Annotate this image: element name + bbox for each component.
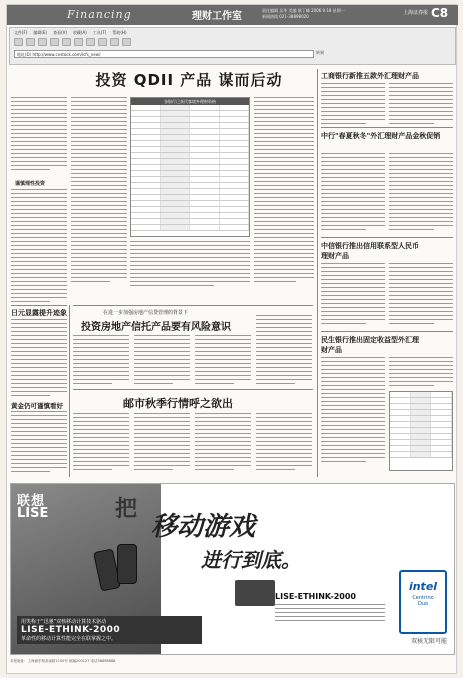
main-headline: 投资 QDII 产品 谋而后动 [95, 71, 283, 89]
ad-product-info [275, 592, 385, 621]
minsheng-product-table [389, 391, 453, 471]
intel-product: Centrino [412, 595, 434, 601]
kicker-real-estate: 在进一步加强房地产信贷管理的背景下 [103, 310, 189, 316]
ad-slogan-to-the-end: 进行到底。 [201, 548, 301, 572]
phone-icon [117, 544, 137, 584]
masthead [7, 5, 458, 25]
menu-favorites[interactable]: 收藏(A) [72, 30, 87, 35]
ad-series: LISE [17, 506, 49, 521]
menu-file[interactable]: 文件(F) [14, 30, 28, 35]
real-estate-col-4 [256, 315, 312, 387]
ad-cta-line2: 革命性的移动计算性能完全在联掌握之中。 [21, 636, 117, 642]
ad-slogan-mobile-gaming: 移动游戏 [151, 512, 256, 542]
address-bar[interactable] [14, 50, 314, 58]
article-column-3 [130, 241, 250, 289]
menu-view[interactable]: 查看(V) [53, 30, 67, 35]
browser-menu [14, 30, 127, 36]
menu-help[interactable]: 帮助(H) [112, 30, 127, 35]
headline-boc: 中行"春夏秋冬"外汇理财产品金秋促销 [321, 132, 441, 140]
stamp-col-1 [73, 413, 129, 473]
article-column-1b [11, 189, 67, 305]
divider [69, 305, 70, 477]
stamp-col-4 [256, 413, 312, 473]
icbc-col-2 [389, 83, 453, 127]
minsheng-col-1 [321, 357, 385, 465]
go-button[interactable]: 转到 [316, 50, 324, 55]
divider [11, 305, 67, 306]
print-icon[interactable] [122, 38, 131, 46]
section-title: 理财工作室 [192, 11, 242, 22]
menu-tools[interactable]: 工具(T) [92, 30, 107, 35]
headline-gold: 黄金仍可谨慎看好 [11, 402, 63, 410]
table-title: 各银行已获代客境外理财资格 [131, 98, 249, 105]
stamp-col-2 [134, 413, 190, 473]
search-icon[interactable] [74, 38, 83, 46]
browser-chrome-strip [9, 27, 456, 65]
paper-name: 上海证券报 [403, 10, 429, 16]
forward-icon[interactable] [26, 38, 35, 46]
intel-sub: Duo [417, 601, 429, 607]
divider [317, 69, 318, 477]
citic-col-1 [321, 263, 385, 327]
lenovo-advertisement[interactable] [10, 483, 455, 655]
headline-icbc: 工商银行新推五款外汇理财产品 [321, 72, 419, 80]
article-column-2 [71, 97, 127, 285]
gold-article [11, 411, 67, 475]
headline-yen: 日元显露提升迹象 [11, 309, 67, 317]
ad-dual-core-text: 双核无限可能 [410, 638, 447, 645]
browser-toolbar [14, 38, 314, 47]
headline-stamp-market: 邮市秋季行情呼之欲出 [123, 397, 233, 410]
refresh-icon[interactable] [50, 38, 59, 46]
back-icon[interactable] [14, 38, 23, 46]
menu-edit[interactable]: 编辑(E) [33, 30, 48, 35]
ad-cta-model: LISE-ETHINK-2000 [21, 625, 121, 635]
mail-icon[interactable] [110, 38, 119, 46]
icbc-col-1 [321, 83, 385, 127]
divider [321, 127, 453, 128]
headline-real-estate: 投资房地产信托产品要有风险意识 [81, 322, 231, 333]
real-estate-col-3 [195, 335, 251, 387]
divider [321, 331, 453, 332]
ad-connector: 把 [115, 497, 138, 522]
boc-col-2 [389, 153, 453, 233]
intel-centrino-logo [399, 570, 447, 634]
headline-citic: 中信银行推出信用联系型人民币理财产品 [321, 242, 419, 260]
address-url: http://www.cnstock.com/lcfs_new/ [32, 52, 101, 57]
ad-product-name: LISE-ETHINK-2000 [275, 592, 356, 601]
yen-article [11, 319, 67, 399]
citic-col-2 [389, 263, 453, 327]
divider [321, 237, 453, 238]
minsheng-col-2 [389, 357, 453, 389]
section-brand: Financing [67, 8, 132, 21]
subhead-prudent: 谨慎理性投资 [15, 181, 46, 187]
ad-brand: 联想 [17, 494, 46, 509]
masthead-meta [262, 8, 392, 20]
article-column-1 [11, 97, 67, 173]
meta-line-editor: 责任编辑 吴华 美编 耿丁峰 2006.9.18 星期一 [262, 8, 345, 13]
table-row [390, 452, 452, 458]
stamp-col-3 [195, 413, 251, 473]
qdii-bank-table [130, 97, 250, 237]
address-label: 地址(D) [17, 52, 32, 57]
meta-line-hotline: 新闻热线 021-38898020 [262, 14, 309, 19]
ad-cta-box [17, 616, 202, 644]
boc-col-1 [321, 153, 385, 233]
divider [73, 305, 313, 306]
ad-cta-line1: 用笑称于“迅驰”双核移动计算技术驱动 [21, 619, 107, 625]
table-row [131, 225, 249, 231]
article-column-4 [254, 97, 314, 285]
divider [73, 389, 313, 390]
home-icon[interactable] [62, 38, 71, 46]
real-estate-col-2 [134, 335, 190, 387]
favorites-icon[interactable] [86, 38, 95, 46]
laptop-icon [235, 580, 275, 606]
newspaper-page [6, 4, 457, 674]
page-number: C8 [431, 6, 449, 20]
page-footer: 本报地址：上海浦东杨高南路1100号 邮编200127 电话38898888 [10, 659, 116, 663]
real-estate-col-1 [73, 335, 129, 387]
history-icon[interactable] [98, 38, 107, 46]
intel-brand: intel [408, 580, 438, 593]
headline-minsheng: 民生银行推出固定收益型外汇理财产品 [321, 336, 419, 354]
stop-icon[interactable] [38, 38, 47, 46]
